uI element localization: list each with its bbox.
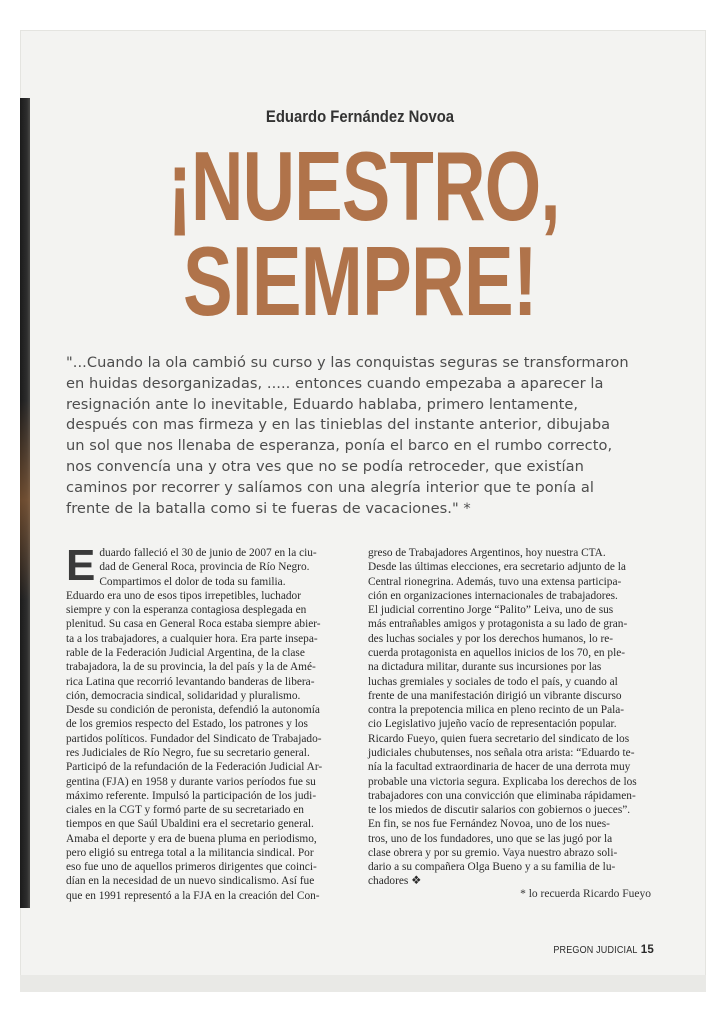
body-text-line: cuerda protagonista en aquellos inicios de los 70, en ple- xyxy=(368,646,626,659)
body-text-line: plenitud. Su casa en General Roca estaba siempre abier- xyxy=(66,618,321,631)
publication-name: PREGON JUDICIAL xyxy=(553,945,638,956)
body-text-line: más entrañables amigos y protagonista a su lado de gran- xyxy=(368,618,628,631)
body-text-line: dían en la necesidad de un nuevo sindicalismo. Así fue xyxy=(66,875,315,888)
body-text-line: El judicial correntino Jorge “Palito” Leiva, uno de sus xyxy=(368,604,614,617)
body-text-line: ciales en la CGT y formó parte de su secretariado en xyxy=(66,804,304,817)
body-text-line: dario a su compañera Olga Bueno y a su familia de lu- xyxy=(368,861,616,874)
article-column-right xyxy=(368,546,651,889)
body-text-line: ta a los trabajadores, a cualquier hora. Era parte insepa- xyxy=(66,632,318,645)
body-text-line: siempre y con la esperanza contagiosa desplegada en xyxy=(66,604,307,617)
body-text-line: cio Legislativo jujeño vacío de representación popular. xyxy=(368,718,617,731)
body-text-line: nía la facultad extraordinaria de hacer de una derrota muy xyxy=(368,761,631,774)
body-text-line: des luchas sociales y por los derechos humanos, lo re- xyxy=(368,632,614,645)
binding-shadow xyxy=(20,400,30,600)
headline-line-1: ¡NUESTRO, xyxy=(167,131,560,241)
right-column-text xyxy=(368,546,651,889)
body-text-line: na dictadura militar, durante sus incursiones por las xyxy=(368,661,602,674)
body-text-line: probable una victoria segura. Explicaba los derechos de los xyxy=(368,775,637,788)
page-number: 15 xyxy=(640,944,654,956)
body-text-line: de los gremios respecto del Estado, los patrones y los xyxy=(66,718,308,731)
quote-line: caminos por recorrer y salíamos con una alegría interior que te ponía al xyxy=(66,478,594,496)
body-text-line: contra la prepotencia milica en pleno recinto de un Pala- xyxy=(368,704,625,717)
body-text-line: trabajadora, la de su provincia, la del país y la de Amé- xyxy=(66,661,316,674)
quote-line: "...Cuando la ola cambió su curso y las conquistas seguras se transformaron xyxy=(66,354,629,371)
body-text-line: te los miedos de discutir salarios con gobiernos o jueces”. xyxy=(368,804,631,817)
body-text-line: luchas gremiales y sociales de todo el país, y cuando al xyxy=(368,675,618,688)
body-text-line: Central rionegrina. Además, tuvo una extensa participa- xyxy=(368,575,622,588)
quote-line: nos convencía una y otra ves que no se podía retroceder, que existían xyxy=(66,457,584,475)
body-text-line: gentina (FJA) en 1958 y durante varios períodos fue su xyxy=(66,775,316,788)
body-text-line: tiempos en que Saúl Ubaldini era el secretario general. xyxy=(66,818,314,831)
body-text-line: Participó de la refundación de la Federación Judicial Ar- xyxy=(66,761,323,774)
body-text-line: Desde su condición de peronista, defendió la autonomía xyxy=(66,704,320,717)
left-column-text xyxy=(66,541,348,903)
body-text-line: res Judiciales de Río Negro, fue su secretario general. xyxy=(66,746,310,759)
body-text-line: partidos políticos. Fundador del Sindicato de Trabajado- xyxy=(66,732,322,745)
body-text-line: rable de la Federación Judicial Argentina, de la clase xyxy=(66,646,305,659)
body-text-line: tros, uno de los fundadores, uno que se las jugó por la xyxy=(368,832,613,845)
body-text-line: dad de General Roca, provincia de Río Negro. xyxy=(99,561,310,574)
article-pull-quote xyxy=(66,353,662,519)
body-text-line: duardo falleció el 30 de junio de 2007 en la ciu- xyxy=(99,547,317,559)
body-text-line: rica Latina que recorrió levantando banderas de libera- xyxy=(66,675,315,688)
quote-line: resignación ante lo inevitable, Eduardo hablaba, primero lentamente, xyxy=(66,395,579,413)
body-text-line: greso de Trabajadores Argentinos, hoy nuestra CTA. xyxy=(368,547,606,559)
body-text-line: Compartimos el dolor de toda su familia. xyxy=(99,575,286,588)
body-text-line: frente de una manifestación dirigió un vibrante discurso xyxy=(368,689,622,702)
body-text-line: judiciales chubutenses, nos señala otra arista: “Eduardo te- xyxy=(368,746,635,759)
body-text-line: clase obrera y por su gremio. Vaya nuestro abrazo soli- xyxy=(368,846,618,859)
quote-credit: * lo recuerda Ricardo Fueyo xyxy=(520,888,651,900)
page-bottom-edge xyxy=(20,975,706,992)
article-column-left xyxy=(66,541,348,903)
body-text-line: que en 1991 representó a la FJA en la creación del Con- xyxy=(66,889,320,902)
quote-line: frente de la batalla como si te fueras de vacaciones." * xyxy=(66,499,471,517)
body-text-line: ción en organizaciones internacionales de trabajadores. xyxy=(368,589,618,602)
article-author: Eduardo Fernández Novoa xyxy=(265,108,455,126)
page-footer xyxy=(470,944,654,956)
body-text-line: Ricardo Fueyo, quien fuera secretario del sindicato de los xyxy=(368,732,630,745)
drop-cap: E xyxy=(66,541,96,590)
body-text-line: En fin, se nos fue Fernández Novoa, uno de los nues- xyxy=(368,818,610,831)
body-text-line: Eduardo era uno de esos tipos irrepetibles, luchador xyxy=(66,589,301,602)
body-text-line: Desde las últimas elecciones, era secretario adjunto de la xyxy=(368,561,626,574)
article-headline xyxy=(100,131,620,337)
body-text-line: máximo referente. Impulsó la participación de los judi- xyxy=(66,789,317,802)
quote-line: en huidas desorganizadas, ..... entonces cuando empezaba a aparecer la xyxy=(66,374,604,392)
body-text-line: trabajadores con una convicción que eliminaba rápidamen- xyxy=(368,789,636,802)
quote-line: un sol que nos llenaba de esperanza, ponía el barco en el rumbo correcto, xyxy=(66,437,613,455)
headline-line-2: SIEMPRE! xyxy=(183,226,537,337)
body-text-line: pero eligió su entrega total a la militancia sindical. Por xyxy=(66,846,314,859)
body-text-line: Amaba el deporte y era de buena pluma en periodismo, xyxy=(66,832,317,845)
body-text-line: chadores ❖ xyxy=(368,875,422,888)
body-text-line: ción, democracia sindical, solidaridad y pluralismo. xyxy=(66,689,301,702)
quote-line: después con mas firmeza y en las tinieblas del instante anterior, dibujaba xyxy=(66,416,611,434)
body-text-line: eso fue uno de aquellos primeros dirigentes que coinci- xyxy=(66,861,317,874)
